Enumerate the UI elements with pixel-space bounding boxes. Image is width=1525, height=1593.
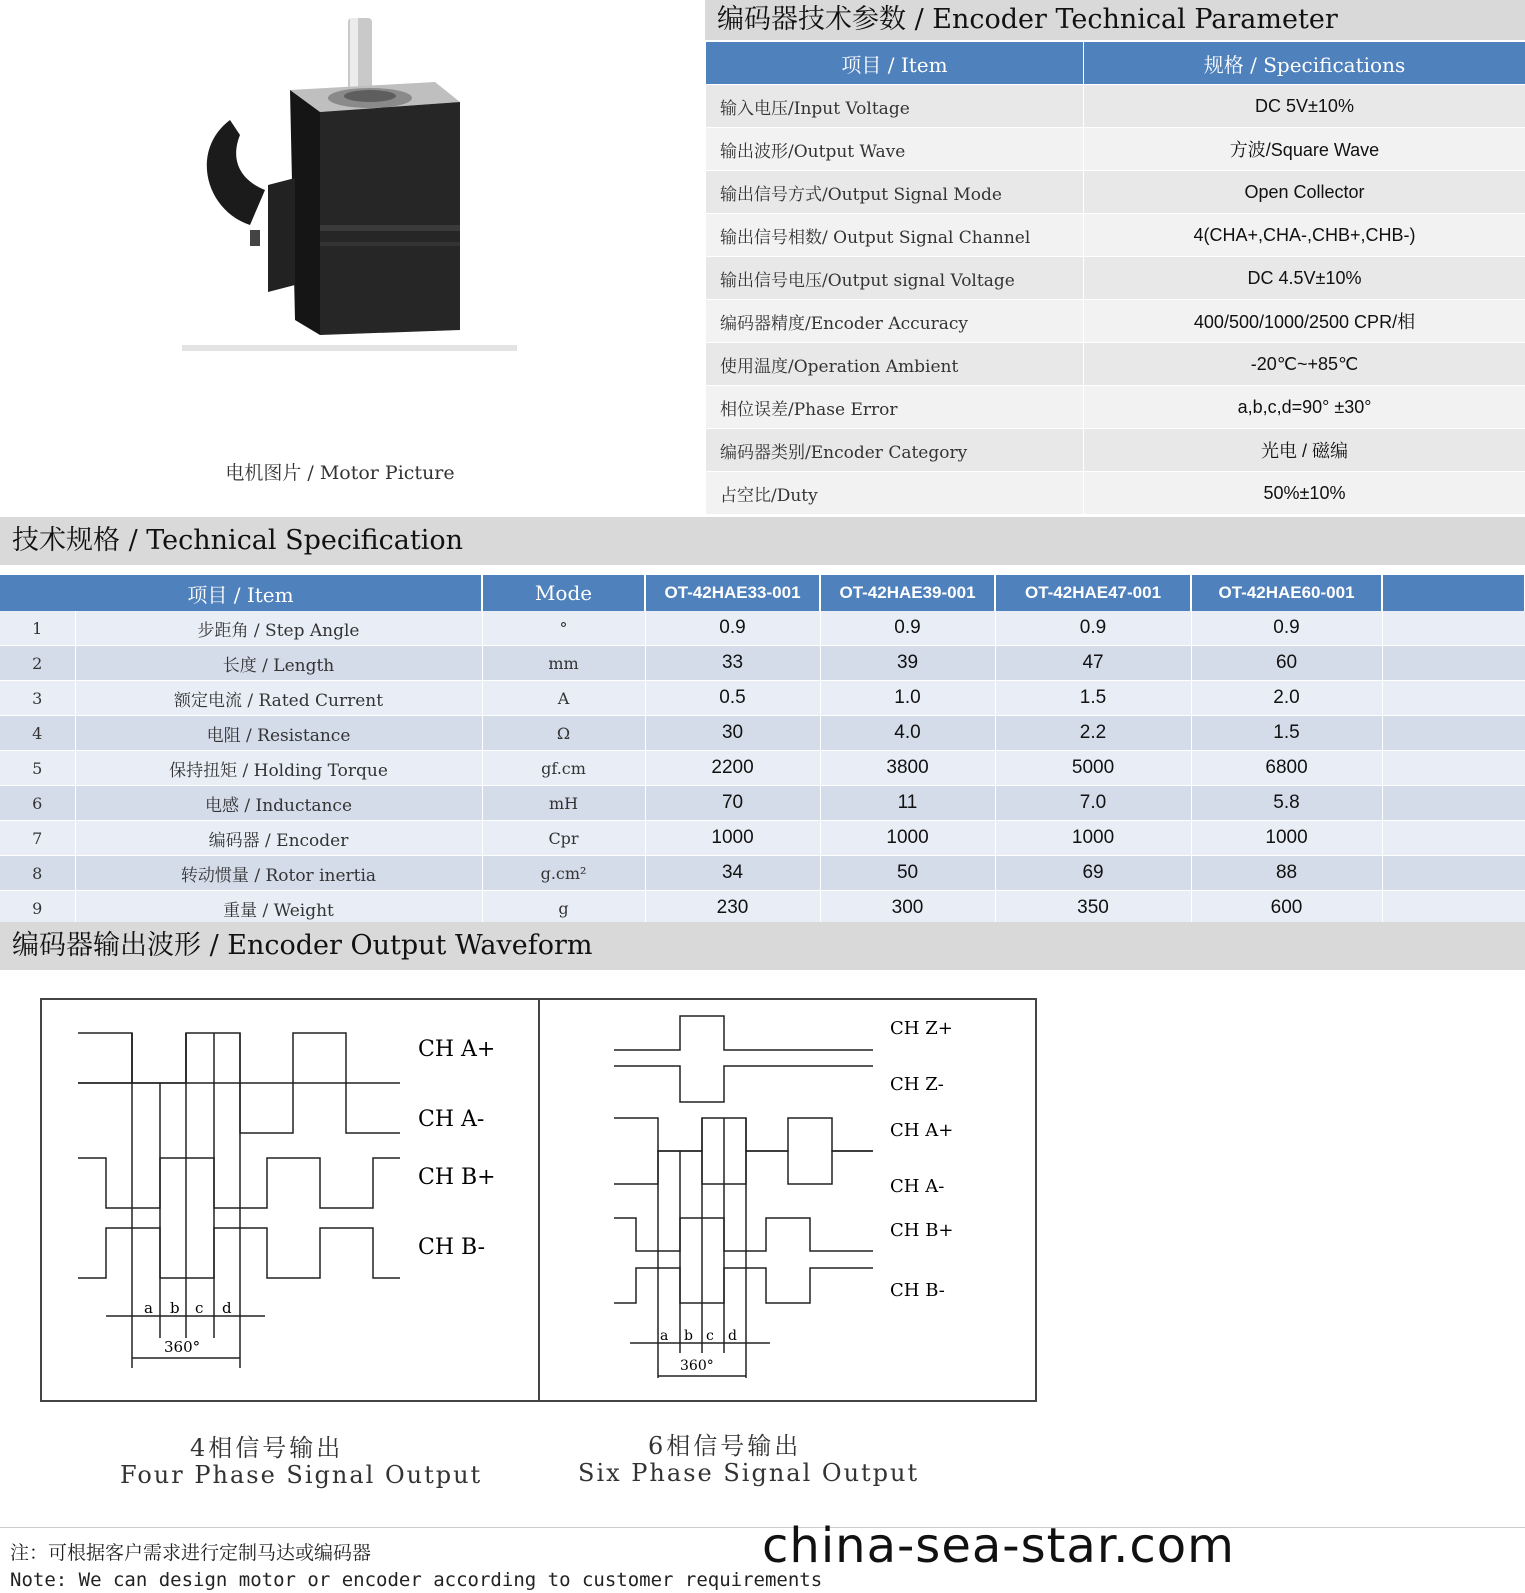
header-item: 项目 / Item	[0, 575, 482, 611]
motor-picture-panel	[0, 0, 700, 512]
table-header-row	[0, 575, 1525, 611]
six-phase-waveform	[540, 998, 1037, 1402]
spec-item-name: 电感 / Inductance	[75, 786, 482, 821]
encoder-param-item: 输出波形/Output Wave	[706, 128, 1084, 171]
spec-unit: g	[482, 891, 645, 926]
spec-row-number: 1	[0, 611, 75, 646]
table-row	[0, 821, 1525, 856]
encoder-param-spec: 400/500/1000/2500 CPR/相	[1084, 300, 1525, 343]
spec-value-model-1: 230	[645, 891, 820, 926]
spec-value-model-3: 1.5	[995, 681, 1191, 716]
encoder-param-spec: Open Collector	[1084, 171, 1525, 214]
six-phase-label-b-minus: CH B-	[890, 1280, 945, 1301]
encoder-param-spec: a,b,c,d=90° ±30°	[1084, 386, 1525, 429]
spec-value-model-3: 69	[995, 856, 1191, 891]
table-row	[706, 214, 1525, 257]
encoder-param-item: 输出信号电压/Output signal Voltage	[706, 257, 1084, 300]
spec-empty-cell	[1382, 891, 1525, 926]
spec-value-model-2: 1.0	[820, 681, 995, 716]
four-phase-seg-d: d	[222, 1299, 232, 1317]
six-phase-label-z-minus: CH Z-	[890, 1074, 944, 1095]
spec-empty-cell	[1382, 751, 1525, 786]
encoder-param-spec: DC 5V±10%	[1084, 85, 1525, 128]
spec-value-model-2: 3800	[820, 751, 995, 786]
spec-empty-cell	[1382, 786, 1525, 821]
six-phase-caption-zh: 6相信号输出	[648, 1432, 802, 1460]
spec-value-model-4: 2.0	[1191, 681, 1382, 716]
four-phase-label-b-plus: CH B+	[418, 1165, 496, 1190]
six-phase-label-b-plus: CH B+	[890, 1220, 954, 1241]
six-phase-seg-a: a	[660, 1328, 669, 1344]
spec-value-model-3: 47	[995, 646, 1191, 681]
four-phase-label-a-plus: CH A+	[418, 1037, 496, 1062]
spec-unit: Ω	[482, 716, 645, 751]
motor-image	[170, 10, 530, 360]
spec-value-model-2: 50	[820, 856, 995, 891]
spec-item-name: 长度 / Length	[75, 646, 482, 681]
encoder-param-item: 使用温度/Operation Ambient	[706, 343, 1084, 386]
spec-value-model-2: 39	[820, 646, 995, 681]
header-model-2: OT-42HAE39-001	[820, 575, 995, 611]
table-row	[0, 611, 1525, 646]
table-row	[706, 128, 1525, 171]
table-row	[706, 429, 1525, 472]
six-phase-label-z-plus: CH Z+	[890, 1018, 953, 1039]
table-row	[706, 300, 1525, 343]
six-phase-label-a-plus: CH A+	[890, 1120, 954, 1141]
encoder-param-item: 输出信号方式/Output Signal Mode	[706, 171, 1084, 214]
spec-unit: Cpr	[482, 821, 645, 856]
spec-value-model-2: 0.9	[820, 611, 995, 646]
note-english: Note: We can design motor or encoder according to customer requirements	[10, 1569, 823, 1591]
table-row	[0, 716, 1525, 751]
four-phase-caption-zh: 4相信号输出	[190, 1434, 344, 1462]
spec-empty-cell	[1382, 681, 1525, 716]
header-mode: Mode	[482, 575, 645, 611]
spec-item-name: 转动惯量 / Rotor inertia	[75, 856, 482, 891]
four-phase-period: 360°	[164, 1338, 201, 1356]
encoder-param-item: 输出信号相数/ Output Signal Channel	[706, 214, 1084, 257]
spec-value-model-1: 0.5	[645, 681, 820, 716]
spec-value-model-4: 1000	[1191, 821, 1382, 856]
table-row	[0, 751, 1525, 786]
note-chinese: 注：可根据客户需求进行定制马达或编码器	[10, 1542, 372, 1564]
spec-value-model-4: 1.5	[1191, 716, 1382, 751]
table-row	[0, 856, 1525, 891]
encoder-param-spec: 50%±10%	[1084, 472, 1525, 515]
spec-item-name: 编码器 / Encoder	[75, 821, 482, 856]
spec-empty-cell	[1382, 716, 1525, 751]
header-spec: 规格 / Specifications	[1084, 42, 1525, 85]
spec-value-model-1: 2200	[645, 751, 820, 786]
spec-value-model-1: 70	[645, 786, 820, 821]
table-row	[0, 646, 1525, 681]
spec-empty-cell	[1382, 611, 1525, 646]
spec-empty-cell	[1382, 646, 1525, 681]
encoder-param-spec: 光电 / 磁编	[1084, 429, 1525, 472]
table-row	[0, 786, 1525, 821]
spec-value-model-3: 7.0	[995, 786, 1191, 821]
spec-value-model-1: 34	[645, 856, 820, 891]
encoder-param-item: 相位误差/Phase Error	[706, 386, 1084, 429]
spec-value-model-4: 0.9	[1191, 611, 1382, 646]
tech-spec-table	[0, 575, 1525, 926]
encoder-param-spec: DC 4.5V±10%	[1084, 257, 1525, 300]
spec-empty-cell	[1382, 821, 1525, 856]
table-row	[0, 681, 1525, 716]
motor-caption: 电机图片 / Motor Picture	[225, 462, 455, 484]
spec-row-number: 3	[0, 681, 75, 716]
spec-value-model-4: 600	[1191, 891, 1382, 926]
spec-empty-cell	[1382, 856, 1525, 891]
spec-value-model-3: 0.9	[995, 611, 1191, 646]
spec-value-model-1: 33	[645, 646, 820, 681]
spec-value-model-1: 30	[645, 716, 820, 751]
six-phase-seg-c: c	[706, 1328, 714, 1344]
encoder-param-spec: -20℃~+85℃	[1084, 343, 1525, 386]
spec-value-model-4: 88	[1191, 856, 1382, 891]
spec-item-name: 步距角 / Step Angle	[75, 611, 482, 646]
four-phase-label-b-minus: CH B-	[418, 1235, 486, 1260]
six-phase-seg-b: b	[684, 1328, 693, 1344]
encoder-param-item: 编码器类别/Encoder Category	[706, 429, 1084, 472]
spec-unit: mm	[482, 646, 645, 681]
spec-value-model-1: 1000	[645, 821, 820, 856]
table-header-row	[706, 42, 1525, 85]
spec-value-model-2: 300	[820, 891, 995, 926]
spec-value-model-4: 6800	[1191, 751, 1382, 786]
spec-unit: gf.cm	[482, 751, 645, 786]
spec-row-number: 8	[0, 856, 75, 891]
spec-item-name: 额定电流 / Rated Current	[75, 681, 482, 716]
encoder-param-item: 输入电压/Input Voltage	[706, 85, 1084, 128]
spec-unit: g.cm²	[482, 856, 645, 891]
spec-value-model-3: 1000	[995, 821, 1191, 856]
four-phase-seg-c: c	[195, 1299, 204, 1317]
encoder-params-table	[705, 41, 1525, 515]
spec-value-model-1: 0.9	[645, 611, 820, 646]
spec-unit: °	[482, 611, 645, 646]
spec-value-model-2: 4.0	[820, 716, 995, 751]
encoder-param-item: 编码器精度/Encoder Accuracy	[706, 300, 1084, 343]
website-watermark: china-sea-star.com	[762, 1518, 1235, 1574]
encoder-param-item: 占空比/Duty	[706, 472, 1084, 515]
table-row	[706, 85, 1525, 128]
spec-row-number: 5	[0, 751, 75, 786]
table-row	[706, 343, 1525, 386]
waveform-title: 编码器输出波形 / Encoder Output Waveform	[0, 922, 1525, 970]
six-phase-seg-d: d	[728, 1328, 737, 1344]
four-phase-label-a-minus: CH A-	[418, 1107, 485, 1132]
four-phase-waveform	[40, 998, 538, 1402]
spec-row-number: 6	[0, 786, 75, 821]
header-empty	[1382, 575, 1525, 611]
spec-value-model-3: 5000	[995, 751, 1191, 786]
tech-spec-title: 技术规格 / Technical Specification	[0, 517, 1525, 565]
encoder-param-spec: 4(CHA+,CHA-,CHB+,CHB-)	[1084, 214, 1525, 257]
spec-value-model-2: 11	[820, 786, 995, 821]
spec-value-model-3: 2.2	[995, 716, 1191, 751]
spec-unit: A	[482, 681, 645, 716]
spec-item-name: 电阻 / Resistance	[75, 716, 482, 751]
table-row	[706, 171, 1525, 214]
spec-row-number: 4	[0, 716, 75, 751]
spec-value-model-4: 60	[1191, 646, 1382, 681]
header-model-3: OT-42HAE47-001	[995, 575, 1191, 611]
four-phase-seg-a: a	[144, 1299, 153, 1317]
six-phase-caption-en: Six Phase Signal Output	[578, 1459, 920, 1487]
spec-value-model-4: 5.8	[1191, 786, 1382, 821]
spec-unit: mH	[482, 786, 645, 821]
spec-item-name: 保持扭矩 / Holding Torque	[75, 751, 482, 786]
six-phase-label-a-minus: CH A-	[890, 1176, 945, 1197]
header-model-1: OT-42HAE33-001	[645, 575, 820, 611]
table-row	[706, 386, 1525, 429]
four-phase-seg-b: b	[170, 1299, 180, 1317]
header-model-4: OT-42HAE60-001	[1191, 575, 1382, 611]
table-row	[706, 257, 1525, 300]
four-phase-caption-en: Four Phase Signal Output	[120, 1461, 483, 1489]
spec-row-number: 7	[0, 821, 75, 856]
header-item: 项目 / Item	[706, 42, 1084, 85]
spec-value-model-3: 350	[995, 891, 1191, 926]
encoder-param-spec: 方波/Square Wave	[1084, 128, 1525, 171]
spec-value-model-2: 1000	[820, 821, 995, 856]
six-phase-period: 360°	[680, 1358, 714, 1374]
encoder-params-title: 编码器技术参数 / Encoder Technical Parameter	[705, 0, 1525, 40]
spec-item-name: 重量 / Weight	[75, 891, 482, 926]
spec-row-number: 2	[0, 646, 75, 681]
table-row	[0, 891, 1525, 926]
spec-row-number: 9	[0, 891, 75, 926]
table-row	[706, 472, 1525, 515]
